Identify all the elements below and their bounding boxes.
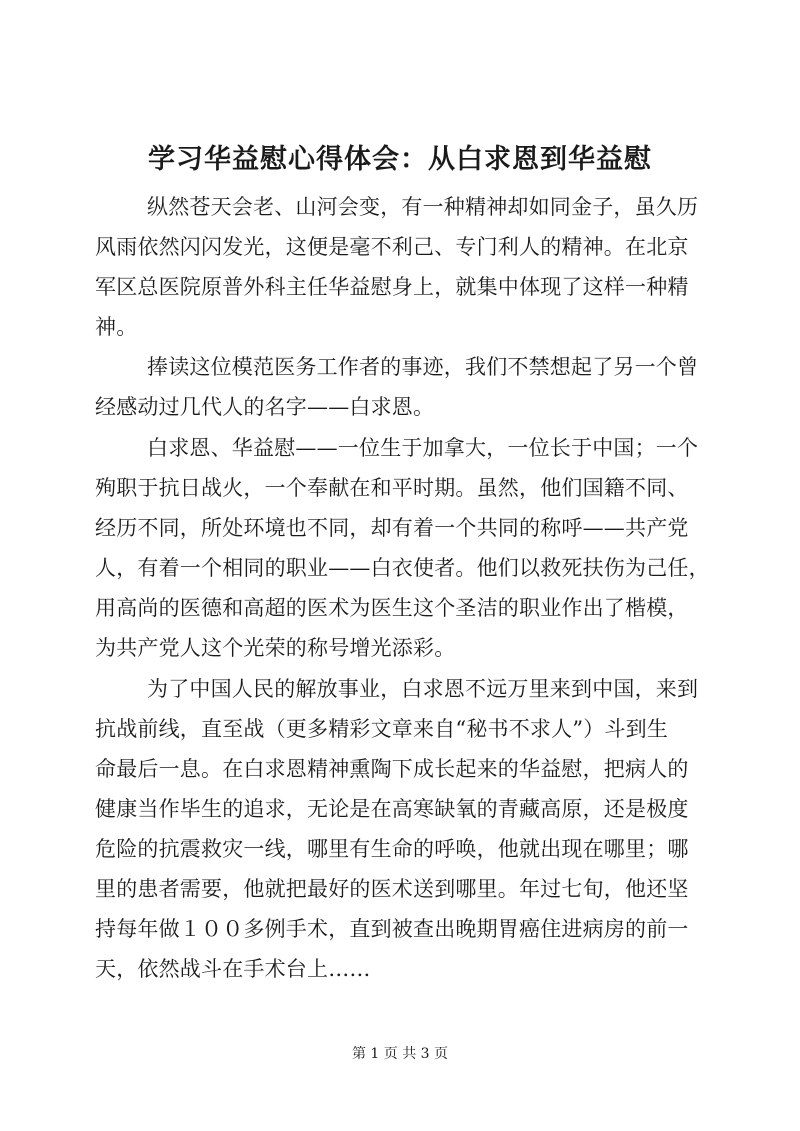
paragraph-4-line-1: 为了中国人民的解放事业，白求恩不远万里来到中国，来到 (147, 677, 699, 701)
paragraph-4-line-3: 命最后一息。在白求恩精神熏陶下成长起来的华益慰，把病人的 (95, 757, 689, 781)
paragraph-3-line-1: 白求恩、华益慰——一位生于加拿大，一位长于中国；一个 (147, 436, 699, 460)
document-title: 学习华益慰心得体会：从白求恩到华益慰 (148, 144, 652, 175)
paragraph-3-line-6: 为共产党人这个光荣的称号增光添彩。 (95, 636, 456, 660)
paragraph-3-line-5: 用高尚的医德和高超的医术为医生这个圣洁的职业作出了楷模， (95, 596, 689, 620)
paragraph-1-line-3: 军区总医院原普外科主任华益慰身上，就集中体现了这样一种精 (95, 275, 689, 299)
paragraph-4-line-4: 健康当作毕生的追求，无论是在高寒缺氧的青藏高原，还是极度 (95, 797, 689, 821)
paragraph-3-line-3: 经历不同，所处环境也不同，却有着一个共同的称呼——共产党 (95, 516, 689, 540)
page-number-footer: 第 1 页 共 3 页 (351, 1046, 449, 1062)
paragraph-1-line-4: 神。 (95, 315, 138, 339)
paragraph-3-line-4: 人，有着一个相同的职业——白衣使者。他们以救死扶伤为己任， (95, 556, 710, 580)
paragraph-1-line-2: 风雨依然闪闪发光，这便是毫不利己、专门利人的精神。在北京 (95, 235, 689, 259)
paragraph-4-line-6: 里的患者需要，他就把最好的医术送到哪里。年过七旬，他还坚 (95, 877, 689, 901)
paragraph-3-line-2: 殉职于抗日战火，一个奉献在和平时期。虽然，他们国籍不同、 (95, 476, 689, 500)
paragraph-2-line-1: 捧读这位模范医务工作者的事迹，我们不禁想起了另一个曾 (147, 355, 699, 379)
paragraph-1-line-1: 纵然苍天会老、山河会变，有一种精神却如同金子，虽久历 (147, 195, 699, 219)
paragraph-2-line-2: 经感动过几代人的名字——白求恩。 (95, 395, 435, 419)
paragraph-4-line-5: 危险的抗震救灾一线，哪里有生命的呼唤，他就出现在哪里；哪 (95, 837, 689, 861)
paragraph-4-line-8: 天，依然战斗在手术台上…… (95, 957, 371, 981)
paragraph-4-line-7: 持每年做１００多例手术，直到被查出晚期胃癌住进病房的前一 (95, 917, 689, 941)
paragraph-4-line-2: 抗战前线，直至战（更多精彩文章来自“秘书不求人”）斗到生 (95, 717, 669, 741)
